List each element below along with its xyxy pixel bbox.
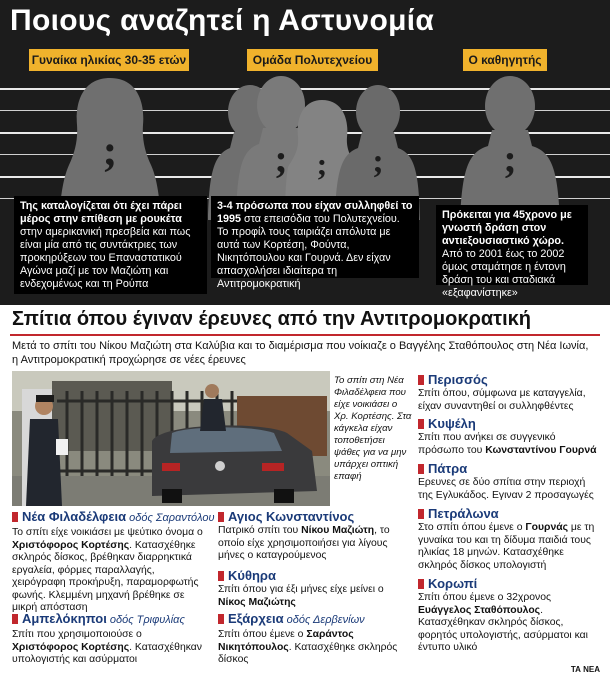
marker-square-icon — [418, 419, 424, 429]
entry-street: οδός Δερβενίων — [283, 614, 365, 626]
entry-text-2: . Κατασχέθηκαν σκληρός δίσκος, φορητός υπολογιστής, ασύρματοι και έντυπο υλικό — [418, 604, 588, 653]
entry-place: Κυψέλη — [428, 416, 476, 431]
source-credit: ΤΑ ΝΕΑ — [570, 665, 600, 674]
marker-square-icon — [418, 464, 424, 474]
entry-heading — [418, 461, 602, 476]
marker-square-icon — [418, 375, 424, 385]
svg-text:;: ; — [274, 136, 288, 181]
entry-name: Νίκου Μαζιώτη — [301, 525, 375, 536]
entry-heading — [418, 506, 602, 521]
entry-name: Γουρνάς — [525, 522, 569, 533]
entry-koropi — [418, 576, 602, 655]
entry-place: Πετράλωνα — [428, 506, 499, 521]
entry-perissos — [418, 372, 602, 413]
silhouette-professor-icon — [460, 72, 560, 222]
entry-name: Νίκος Μαζιώτης — [218, 596, 296, 608]
info-box-professor-bold: Πρόκειται για 45χρονο με γνωστή δράση στον αντιεξουσιαστικό χώρο. — [442, 209, 572, 247]
info-box-woman-bold: Της καταλογίζεται ότι έχει πάρει μέρος στην επίθεση με ρουκέτα — [20, 200, 182, 225]
entry-heading — [418, 372, 602, 387]
entry-heading — [12, 611, 210, 628]
entry-text: Σπίτι που χρησιμοποιούσε ο — [12, 629, 142, 640]
entry-place: Κορωπί — [428, 576, 478, 591]
entry-heading — [218, 611, 408, 628]
marker-square-icon — [218, 512, 224, 522]
entry-place: Κύθηρα — [228, 568, 276, 583]
entry-text: Πατρικό σπίτι του — [218, 525, 302, 536]
entry-petralona — [418, 506, 602, 572]
photo-caption: Το σπίτι στη Νέα Φιλαδέλφεια που είχε νοικιάσει ο Χρ. Κορτέσης. Στα κάγκελα είχαν τοποθετήσει ψάθες για να μην υπάρχει οπτική επαφή — [334, 375, 412, 482]
entry-text: Σπίτι που ανήκει σε συγγενικό πρόσωπο του — [418, 432, 556, 456]
entry-street: οδός Σαραντόλου — [126, 512, 215, 524]
entry-place: Αμπελόκηποι — [22, 611, 107, 626]
entry-kypseli — [418, 416, 602, 457]
section-subtitle: Μετά το σπίτι του Νίκου Μαζιώτη στα Καλύβια και το διαμέρισμα που νοίκιαζε ο Βαγγέλης Σταθόπουλος στη Νέα Ιωνία, η Αντιτρομοκρατική προχώρησε σε νέες έρευνες — [12, 340, 589, 366]
entry-heading — [418, 576, 602, 591]
lineup-panel — [0, 0, 610, 305]
entry-kythira — [218, 568, 408, 609]
label-professor: Ο καθηγητής — [463, 49, 547, 71]
marker-square-icon — [418, 509, 424, 519]
info-box-group-text: στα επεισόδια του Πολυτεχνείου. Το προφίλ τους ταιριάζει απόλυτα με αυτά των Κορτέση, Φούντα, Νικητόπουλου και Γουρνά. Δεν είχαν απασχολήσει ιδιαίτερα τη Αντιτρομοκρατική — [217, 213, 400, 290]
entry-heading — [218, 509, 408, 524]
marker-square-icon — [12, 512, 18, 522]
entry-name: Χριστόφορος Κορτέσης — [12, 539, 130, 551]
entry-text: Σπίτι όπου, σύμφωνα με καταγγελία, είχαν συναντηθεί οι συλληφθέντες — [418, 388, 586, 412]
info-box-professor-text: Από το 2001 έως το 2002 όμως σταμάτησε η έντονη δράση του και σταδιακά «εξαφανίστηκε» — [442, 248, 566, 299]
entry-name: Κωνσταντίνου Γουρνά — [485, 444, 597, 456]
label-woman: Γυναίκα ηλικίας 30-35 ετών — [29, 49, 189, 71]
info-box-woman-text: στην αμερικανική πρεσβεία και πως είναι μία από τις συντάκτριες των προκηρύξεων του Επαναστατικού Αγώνα μαζί με τον Μαζιώτη και ενδεχομένως και τη Ρούπα — [20, 226, 191, 290]
entry-place: Αγιος Κωνσταντίνος — [228, 509, 355, 524]
entry-text-2: , το οποίο είχε χρησιμοποιήσει για λίγους μήνες ο καταγρούμενος — [218, 525, 390, 561]
svg-text:;: ; — [503, 136, 517, 181]
entry-text: Σπίτι όπου έμενε ο 32χρονος — [418, 592, 552, 603]
marker-square-icon — [12, 614, 18, 624]
entry-exarcheia — [218, 611, 408, 667]
entry-name: Σαράντος Νικητόπουλος — [218, 629, 354, 653]
entry-name: Ευάγγελος Σταθόπουλος — [418, 604, 541, 616]
label-polytechnic-group: Ομάδα Πολυτεχνείου — [247, 49, 378, 71]
entry-street: οδός Τριφυλίας — [106, 614, 185, 626]
svg-text:;: ; — [102, 126, 118, 175]
svg-text:;: ; — [316, 146, 328, 182]
entry-place: Πάτρα — [428, 461, 468, 476]
house-photo — [12, 371, 330, 506]
page-title: Ποιους αναζητεί η Αστυνομία — [10, 4, 435, 37]
entry-text-2: . Κατασχέθηκαν υπολογιστής και ασύρματοι — [12, 641, 203, 665]
entry-heading — [218, 568, 408, 583]
entry-text: Το σπίτι είχε νοικιάσει με ψεύτικο όνομα ο — [12, 527, 203, 538]
entry-heading — [12, 509, 215, 526]
info-box-group-bold: 3-4 πρόσωπα που είχαν συλληφθεί το 1995 — [217, 200, 413, 225]
entry-text-2: . Κατασχέθηκε σκληρός δίσκος, βρέθηκαν διαρρηκτικά εργαλεία, φόρμες παραλλαγής, χειρόγραφη προκήρυξη, παραμορφωτής φωνής. Κλεμμένη μηχανή βρέθηκε σε μικρή απόσταση — [12, 539, 199, 613]
info-box-woman — [14, 196, 207, 294]
entry-name: Χριστόφορος Κορτέσης — [12, 641, 130, 653]
info-box-group — [211, 196, 419, 290]
entry-text: Στο σπίτι όπου έμενε ο — [418, 522, 526, 533]
entry-text-2: με τη γυναίκα του και τη δίδυμα παιδιά τους ηλικίας 18 μηνών. Κατασχέθηκε σκληρός δίσκος υπολογιστή — [418, 522, 595, 571]
entry-text: Ερευνες σε δύο σπίτια στην περιοχή της Εγλυκάδος. Εγιναν 2 προσαγωγές — [418, 477, 594, 501]
marker-square-icon — [418, 579, 424, 589]
entry-text-2: . Κατασχέθηκε σκληρός δίσκος — [218, 641, 398, 665]
marker-square-icon — [218, 614, 224, 624]
entry-text: Σπίτι όπου έμενε ο — [218, 629, 307, 640]
entry-agios-konstantinos — [218, 509, 408, 563]
section-divider — [10, 334, 600, 336]
marker-square-icon — [218, 571, 224, 581]
entry-nea-filadelfeia — [12, 509, 215, 615]
entry-place: Νέα Φιλαδέλφεια — [22, 509, 127, 524]
entry-place: Εξάρχεια — [228, 611, 284, 626]
section-title: Σπίτια όπου έγιναν έρευνες από την Αντιτρομοκρατική — [12, 308, 532, 330]
info-box-professor — [436, 205, 588, 299]
svg-text:;: ; — [372, 143, 384, 180]
entry-text: Σπίτι όπου για έξι μήνες είχε μείνει ο — [218, 584, 384, 595]
entry-place: Περισσός — [428, 372, 488, 387]
entry-ampelokipoi — [12, 611, 210, 667]
entry-patra — [418, 461, 602, 502]
entry-heading — [418, 416, 602, 431]
